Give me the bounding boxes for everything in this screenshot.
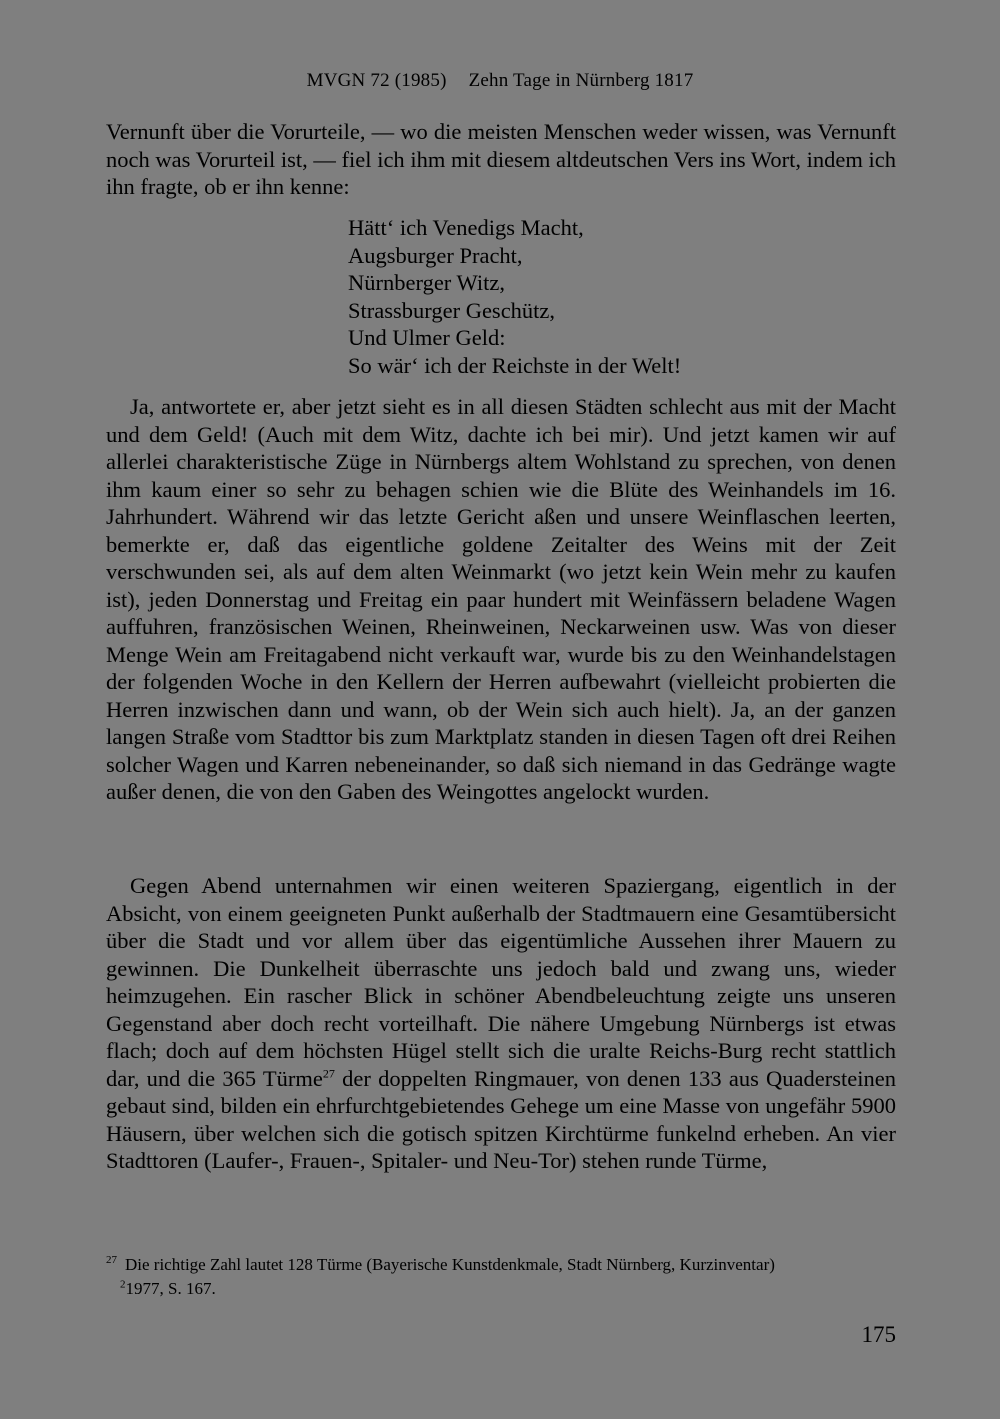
footnote-continuation <box>106 1277 896 1301</box>
paragraph-text: Ja, antwortete er, aber jetzt sieht es in all diesen Städten schlecht aus mit der Macht und dem Geld! (Auch mit dem Witz, dachte ich bei mir). Und jetzt kamen wir auf allerlei charakteristische Züge in Nürnbergs altem Wohlstand zu sprechen, von denen ihm kaum einer so sehr zu behagen schien wie die Blüte des Weinhandels im 16. Jahrhundert. Während wir das letzte Gericht aßen und unsere Weinflaschen leerten, bemerkte er, daß das eigentliche goldene Zeitalter des Weins mit der Zeit verschwunden sei, als auf dem alten Weinmarkt (wo jetzt kein Wein mehr zu kaufen ist), jeden Donnerstag und Freitag ein paar hundert mit Weinfässern beladene Wagen auffuhren, französischen Weinen, Rheinweinen, Neckarweinen usw. Was von dieser Menge Wein am Freitagabend nicht verkauft war, wurde bis zu den Weinhandelstagen der folgenden Woche in den Kellern der Herren aufbewahrt (vielleicht probierten die Herren inzwischen dann und wann, ob der Wein sich auch hielt). Ja, an der ganzen langen Straße vom Stadttor bis zum Marktplatz standen in diesen Tagen oft drei Reihen solcher Wagen und Karren nebeneinander, so daß sich niemand in das Gedränge wagte außer denen, die von den Gaben des Weingottes angelockt wurden. <box>106 394 896 804</box>
paragraph-text-part: der doppelten Ringmauer, von denen 133 aus Quadersteinen gebaut sind, bilden ein ehrfurchtgebietendes Gehege um eine Masse von ungefähr 5900 Häusern, über welchen sich die gotisch spitzen Kirchtürme funkelnd erheben. An vier Stadttoren (Laufer-, Frauen-, Spitaler- und Neu-Tor) stehen runde Türme, <box>106 1065 896 1173</box>
verse-line: Strassburger Geschütz, <box>348 297 556 323</box>
paragraph-text-part: Gegen Abend unternahmen wir einen weiteren Spaziergang, eigentlich in der Absicht, von einem geeigneten Punkt außerhalb der Stadtmauern eine Gesamtübersicht über die Stadt und vor allem über das eigentümliche Aussehen ihrer Mauern zu gewinnen. Die Dunkelheit überraschte uns jedoch bald und zwang uns, wieder heimzugehen. Ein rascher Blick in schöner Abendbeleuchtung zeigte uns unseren Gegenstand aber doch recht vorteilhaft. Die nähere Umgebung Nürnbergs ist etwas flach; doch auf dem höchsten Hügel stellt sich die uralte Reichs-Burg recht stattlich dar, und die 365 Türme <box>106 873 896 1091</box>
verse-block <box>348 214 681 379</box>
body-paragraph-1 <box>106 393 896 806</box>
verse-line: Und Ulmer Geld: <box>348 325 506 350</box>
verse-line: Augsburger Pracht, <box>348 242 523 268</box>
article-title: Zehn Tage in Nürnberg 1817 <box>468 70 694 91</box>
body-paragraph-2 <box>106 872 896 1175</box>
footnote <box>106 1253 896 1301</box>
verse-line: Nürnberger Witz, <box>348 270 505 295</box>
paragraph-text <box>106 872 896 1175</box>
footnote-reference: 27 <box>322 1066 335 1080</box>
footnote-number: 27 <box>106 1254 117 1267</box>
footnote-text: Die richtige Zahl lautet 128 Türme (Bayerische Kunstdenkmale, Stadt Nürnberg, Kurzinventar) <box>125 1255 775 1274</box>
verse-line: So wär‘ ich der Reichste in der Welt! <box>348 352 682 378</box>
intro-paragraph <box>106 118 896 201</box>
page-number: 175 <box>861 1322 896 1347</box>
intro-text: Vernunft über die Vorurteile, — wo die meisten Menschen weder wissen, was Vernunft noch was Vorurteil ist, — fiel ich ihm mit diesem altdeutschen Vers ins Wort, indem ich ihn fragte, ob er ihn kenne: <box>106 119 896 199</box>
footnote-continuation-text: 1977, S. 167. <box>125 1279 216 1298</box>
verse-line: Hätt‘ ich Venedigs Macht, <box>348 215 584 240</box>
running-header <box>0 70 1000 92</box>
journal-reference: MVGN 72 (1985) <box>306 70 447 91</box>
edition-superscript: 2 <box>120 1278 126 1291</box>
